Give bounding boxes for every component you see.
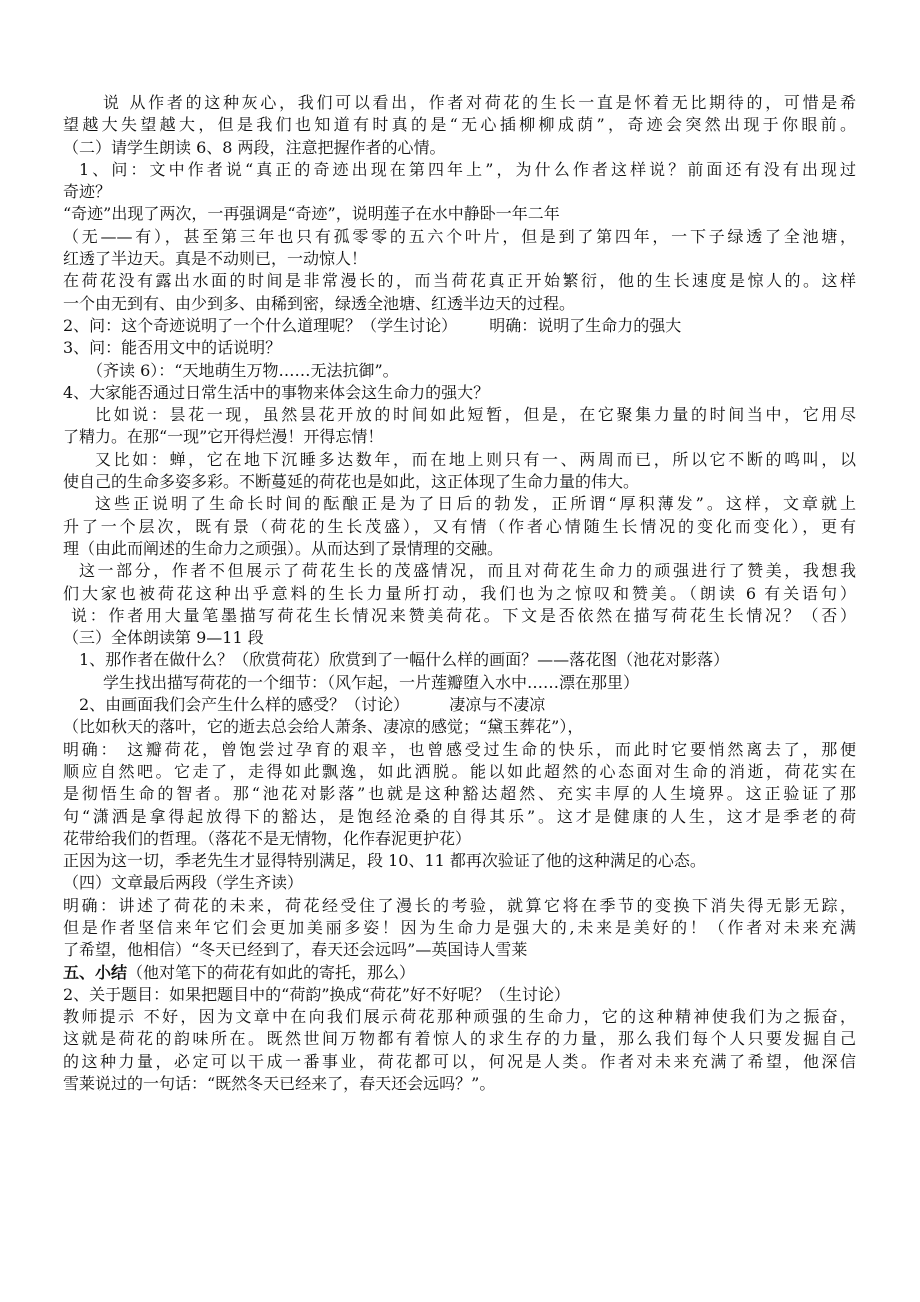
text-line: 比如说：昙花一现，虽然昙花开放的时间如此短暂，但是，在它聚集力量的时间当中，它用尽 <box>95 405 856 425</box>
text-line: 红透了半边天。真是不动则已，一动惊人！ <box>63 249 368 269</box>
section-heading <box>63 962 856 984</box>
text-line: 又比如：蝉，它在地下沉睡多达数年，而在地上则只有一、两周而已，所以它不断的鸣叫，以 <box>95 449 856 469</box>
text-line: 这些正说明了生命长时间的酝酿正是为了日后的勃发，正所谓“厚积薄发”。这样，文章就上 <box>95 494 856 514</box>
text-line: 花带给我们的哲理。（落花不是无情物，化作春泥更护花） <box>63 828 472 848</box>
text-line: 升了一个层次，既有景（荷花的生长茂盛），又有情（作者心情随生长情况的变化而变化），更有 <box>63 516 856 536</box>
text-line: 奇迹？ <box>63 182 112 202</box>
text-line: 是彻悟生命的智者。那“池花对影落”也就是这种豁达超然、充实丰厚的人生境界。这正验证了那 <box>63 784 856 804</box>
text-line: 了精力。在那“一现”它开得烂漫！开得忘情！ <box>63 427 384 447</box>
text-line: 说 从作者的这种灰心，我们可以看出，作者对荷花的生长一直是怀着无比期待的，可惜是希 <box>103 93 856 112</box>
text-line: 这一部分，作者不但展示了荷花生长的茂盛情况，而且对荷花生命力的顽强进行了赞美，我想我 <box>79 561 856 581</box>
text-line: 雪莱说过的一句话：“既然冬天已经来了，春天还会远吗？”。 <box>63 1074 496 1094</box>
text-line: 理（由此而阐述的生命力之顽强）。从而达到了景情理的交融。 <box>63 538 504 558</box>
question-text: 2、由画面我们会产生什么样的感受？（讨论） <box>79 695 410 715</box>
text-line <box>63 315 856 337</box>
text-line: 使自己的生命多姿多彩。不断蔓延的荷花也是如此，这正体现了生命力量的伟大。 <box>63 472 640 492</box>
summary-heading: 五、小结 <box>63 962 128 982</box>
text-line: 2、关于题目：如果把题目中的“荷韵”换成“荷花”好不好呢？（生讨论） <box>63 984 570 1004</box>
text-line: 1、那作者在做什么？（欣赏荷花）欣赏到了一幅什么样的画面？——落花图（池花对影落） <box>79 650 730 670</box>
text-line: “奇迹”出现了两次，一再强调是“奇迹”，说明莲子在水中静卧一年二年 <box>63 204 560 224</box>
text-line: （无——有），甚至第三年也只有孤零零的五六个叶片，但是到了第四年，一下子绿透了全池塘， <box>63 226 856 246</box>
text-line: 的这种力量，必定可以干成一番事业，荷花都可以，何况是人类。作者对未来充满了希望，他深信 <box>63 1051 856 1071</box>
text-line: （比如秋天的落叶，它的逝去总会给人萧条、凄凉的感觉；“黛玉葬花”）， <box>63 717 584 737</box>
text-line: 学生找出描写荷花的一个细节：（风乍起，一片莲瓣堕入水中……漂在那里） <box>103 672 640 692</box>
section-heading: （二）请学生朗读 6、8 两段，注意把握作者的心情。 <box>63 137 446 157</box>
text-line: 1、问：文中作者说“真正的奇迹出现在第四年上”，为什么作者这样说？前面还有没有出现过 <box>79 159 856 179</box>
text-line: 一个由无到有、由少到多、由稀到密，绿透全池塘、红透半边天的过程。 <box>63 293 576 313</box>
text-line: （齐读 6）：“天地萌生万物……无法抗御”。 <box>87 360 399 380</box>
text-line: 在荷花没有露出水面的时间是非常漫长的，而当荷花真正开始繁衍，他的生长速度是惊人的。这样 <box>63 271 856 291</box>
summary-note: （他对笔下的荷花有如此的寄托，那么） <box>127 962 416 982</box>
text-line: 3、问：能否用文中的话说明？ <box>63 338 282 358</box>
section-heading: （三）全体朗读第 9—11 段 <box>63 628 264 648</box>
text-line: 顺应自然吧。它走了，走得如此飘逸，如此洒脱。能以如此超然的心态面对生命的消逝，荷花实在 <box>63 761 856 781</box>
text-line: 4、大家能否通过日常生活中的事物来体会这生命力的强大？ <box>63 382 490 402</box>
text-line <box>63 694 856 716</box>
text-line: 句“潇洒是拿得起放得下的豁达，是饱经沧桑的自得其乐”。这才是健康的人生，这才是季老的荷 <box>63 806 856 826</box>
text-line: 明确： 这瓣荷花，曾饱尝过孕育的艰辛，也曾感受过生命的快乐，而此时它要悄然离去了，那便 <box>63 739 856 759</box>
text-line: 明确：讲述了荷花的未来，荷花经受住了漫长的考验，就算它将在季节的变换下消失得无影无踪， <box>63 895 856 915</box>
text-line: 教师提示 不好，因为文章中在向我们展示荷花那种顽强的生命力，它的这种精神使我们为之振奋， <box>63 1007 856 1027</box>
text-line: 说：作者用大量笔墨描写荷花生长情况来赞美荷花。下文是否依然在描写荷花生长情况？（否） <box>71 605 856 625</box>
text-line: 们大家也被荷花这种出乎意料的生长力量所打动，我们也为之惊叹和赞美。（朗读 6 有关语句） <box>63 583 856 603</box>
text-line: 这就是荷花的韵味所在。既然世间万物都有着惊人的求生存的力量，那么我们每个人只要发掘自己 <box>63 1029 856 1049</box>
question-text: 2、问：这个奇迹说明了一个什么道理呢？（学生讨论） <box>63 315 458 335</box>
answer-text: 明确：说明了生命力的强大 <box>489 315 682 335</box>
section-heading: （四）文章最后两段（学生齐读） <box>63 873 304 893</box>
text-line: 了希望，他相信）“冬天已经到了，春天还会远吗”—英国诗人雪莱 <box>63 940 528 960</box>
text-line: 正因为这一切，季老先生才显得特别满足，段 10、11 都再次验证了他的这种满足的心态。 <box>63 851 706 871</box>
answer-text: 凄凉与不凄凉 <box>449 695 546 715</box>
text-line: 但是作者坚信来年它们会更加美丽多姿！因为生命力是强大的,未来是美好的！（作者对未来充满 <box>63 917 856 937</box>
text-line: 望越大失望越大，但是我们也知道有时真的是“无心插柳柳成荫”，奇迹会突然出现于你眼前。 <box>63 115 856 135</box>
